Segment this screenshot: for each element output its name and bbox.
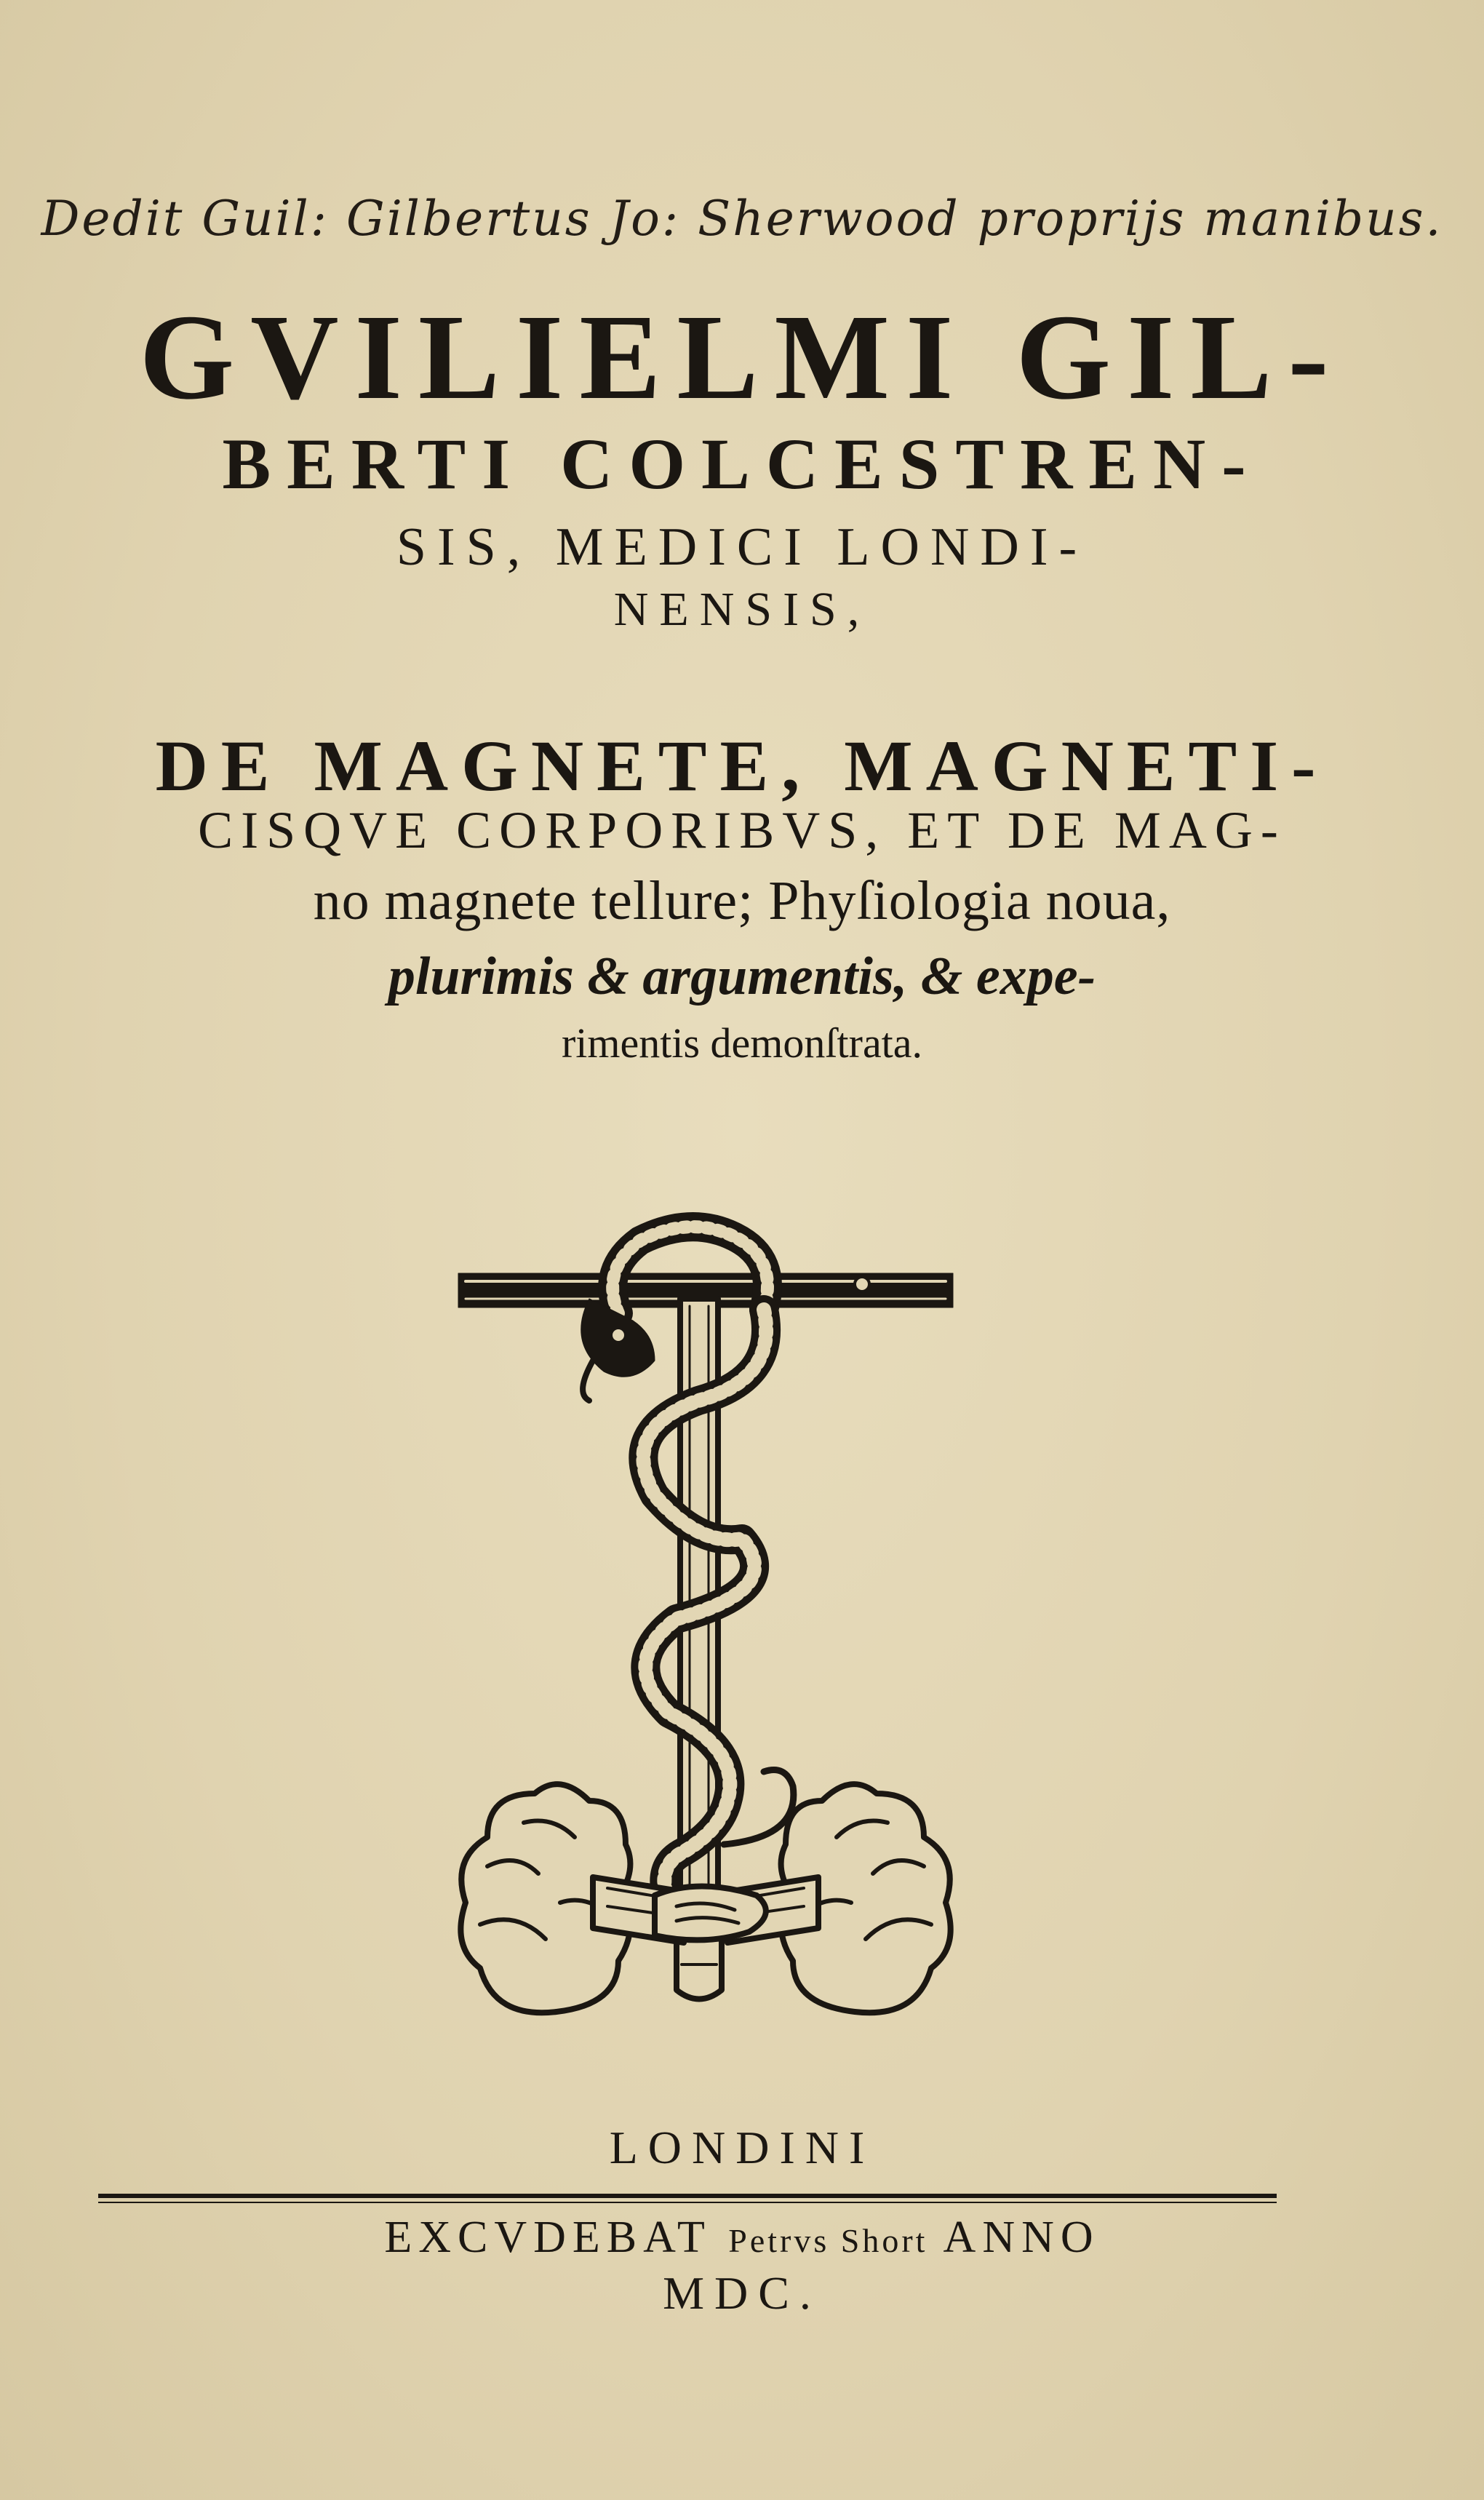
imprint-city: LONDINI: [609, 2122, 875, 2173]
author-line-4: NENSIS,: [613, 583, 871, 636]
work-title-line-5: rimentis demonſtrata.: [561, 1019, 923, 1067]
work-title-line-3: no magnete tellure; Phyſiologia noua,: [313, 870, 1171, 931]
printers-mark-serpent-staff-clasped-hands-icon: [436, 1211, 975, 2041]
work-title-line-2: CISQVE CORPORIBVS, ET DE MAG-: [198, 801, 1286, 859]
imprint-printer-line: [0, 2212, 1484, 2264]
author-line-3: SIS, MEDICI LONDI-: [396, 517, 1088, 577]
imprint-prefix: EXCVDEBAT: [384, 2213, 729, 2262]
imprint-year: MDC.: [663, 2267, 821, 2319]
imprint-rule: [98, 2194, 1277, 2198]
author-line-1: GVILIELMI GIL-: [139, 290, 1345, 425]
handwritten-inscription: Dedit Guil: Gilbertus Jo: Sherwood proprijs manibus.: [41, 191, 1443, 247]
imprint-printer-name: Petrvs Short: [728, 2222, 928, 2259]
work-title-line-4: plurimis & argumentis, & expe-: [388, 947, 1096, 1006]
imprint-suffix: ANNO: [928, 2213, 1100, 2262]
imprint-rule-thin: [98, 2202, 1277, 2203]
author-line-2: BERTI COLCESTREN-: [222, 423, 1262, 504]
work-title-line-1: DE MAGNETE, MAGNETI-: [155, 725, 1329, 806]
